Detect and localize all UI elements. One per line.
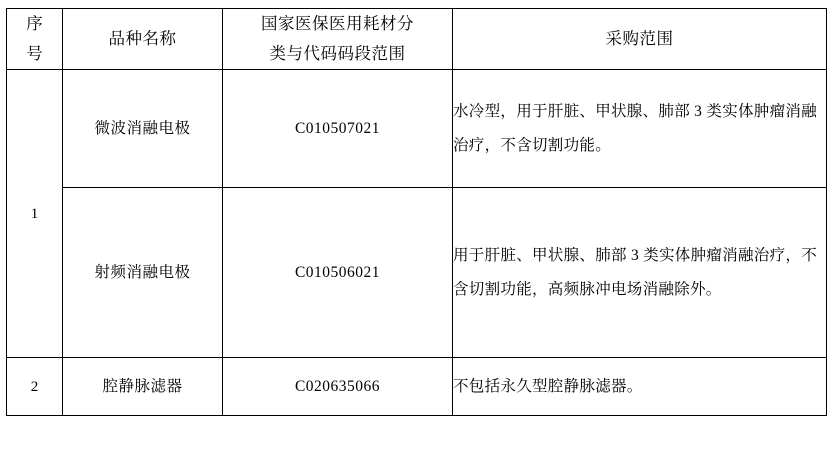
column-header-scope: 采购范围 [453,9,827,70]
cell-product-name: 射频消融电极 [63,188,223,358]
column-header-code-range-line2: 类与代码码段范围 [269,44,406,63]
cell-code: C020635066 [223,358,453,416]
column-header-product-name: 品种名称 [63,9,223,70]
table-header [7,9,827,70]
column-header-sequence-char-1: 序 [26,14,43,33]
cell-sequence: 2 [7,358,63,416]
column-header-sequence [7,9,63,70]
column-header-code-range-line1: 国家医保医用耗材分 [261,14,414,33]
cell-product-name: 腔静脉滤器 [63,358,223,416]
cell-scope: 用于肝脏、甲状腺、肺部 3 类实体肿瘤消融治疗，不含切割功能，高频脉冲电场消融除外。 [453,188,827,358]
cell-scope: 不包括永久型腔静脉滤器。 [453,358,827,416]
table-row [7,188,827,358]
table-header-row [7,9,827,70]
cell-code: C010506021 [223,188,453,358]
cell-code: C010507021 [223,70,453,188]
cell-scope: 水冷型，用于肝脏、甲状腺、肺部 3 类实体肿瘤消融治疗，不含切割功能。 [453,70,827,188]
table-row [7,358,827,416]
procurement-scope-table [6,8,827,416]
cell-sequence: 1 [7,70,63,358]
table-body [7,70,827,416]
cell-product-name: 微波消融电极 [63,70,223,188]
column-header-code-range [223,9,453,70]
table-row [7,70,827,188]
column-header-sequence-char-2: 号 [26,44,43,63]
